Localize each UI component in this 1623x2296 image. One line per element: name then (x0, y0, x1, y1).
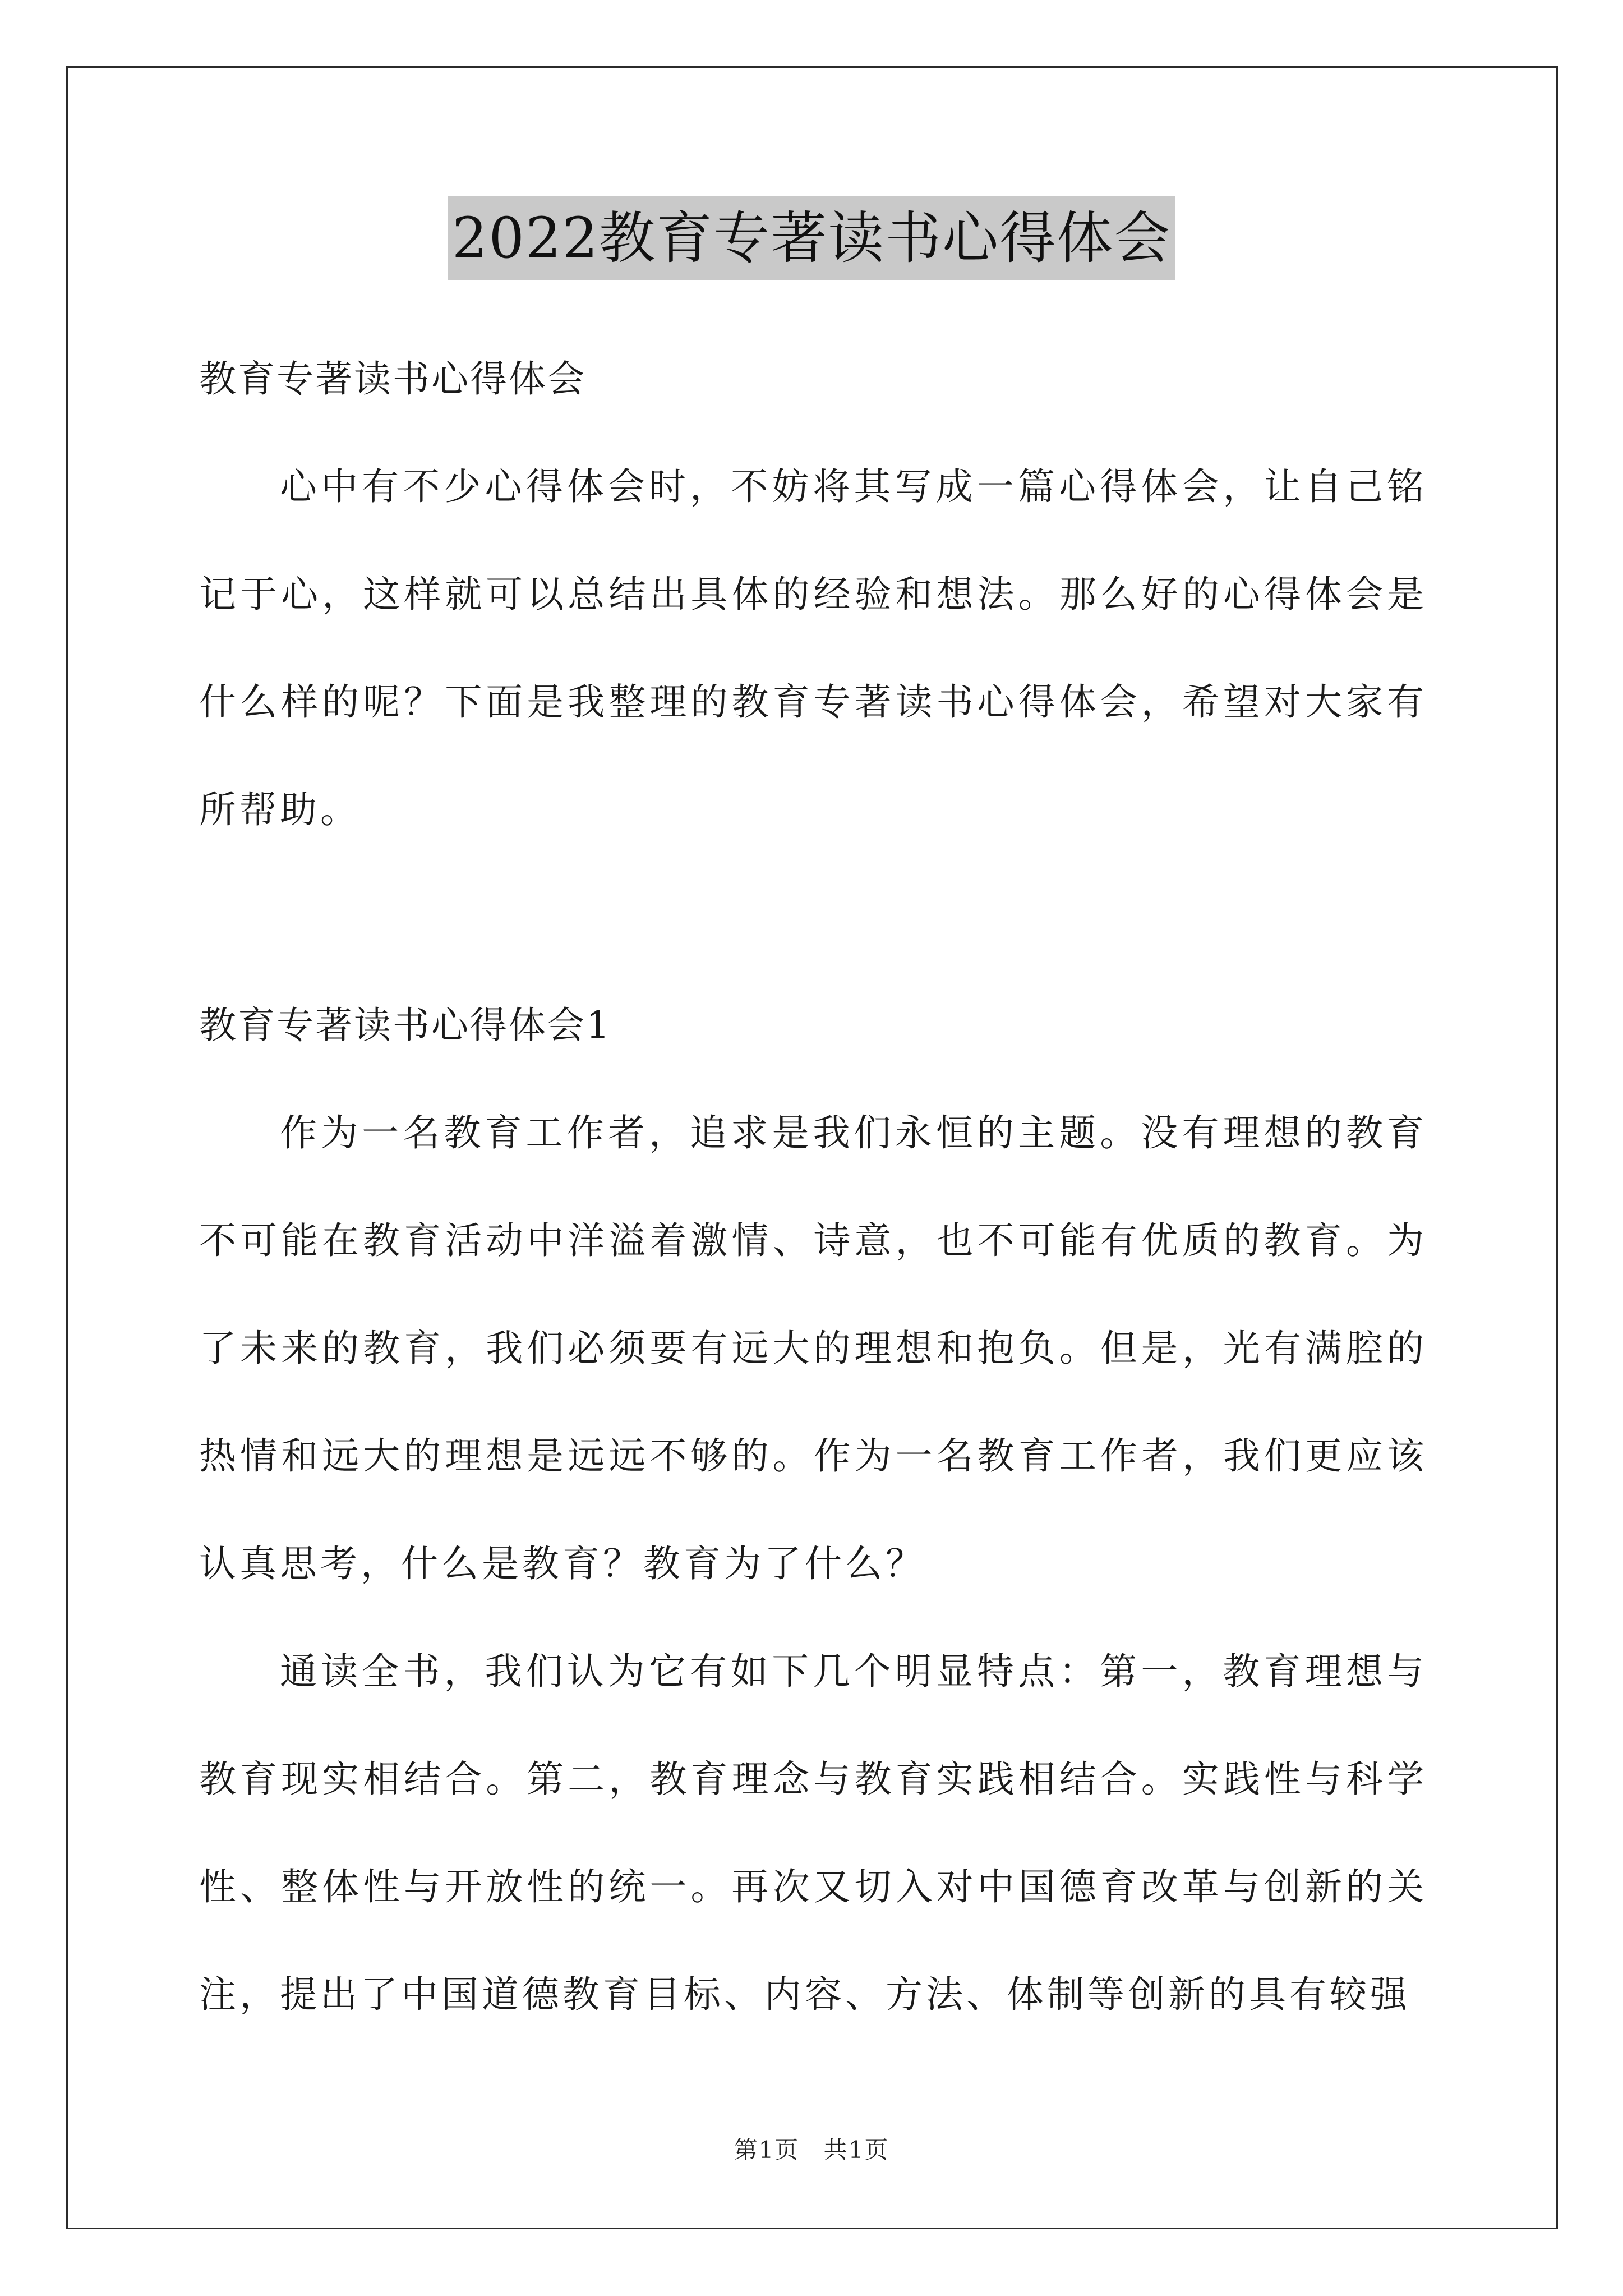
section1-paragraph-1: 作为一名教育工作者，追求是我们永恒的主题。没有理想的教育不可能在教育活动中洋溢着激情、诗意，也不可能有优质的教育。为了未来的教育，我们必须要有远大的理想和抱负。但是，光有满腔的热情和远大的理想是远远不够的。作为一名教育工作者，我们更应该认真思考，什么是教育？教育为了什么？ (199, 1111, 1427, 1585)
page-number-current: 第1页 (734, 2136, 800, 2164)
title-container (0, 196, 1623, 280)
document-body (199, 325, 1427, 2049)
document-title: 2022教育专著读书心得体会 (448, 196, 1176, 280)
intro-paragraph: 心中有不少心得体会时，不妨将其写成一篇心得体会，让自己铭记于心，这样就可以总结出具体的经验和想法。那么好的心得体会是什么样的呢？下面是我整理的教育专著读书心得体会，希望对大家有所帮助。 (199, 465, 1427, 831)
section1-paragraph-2: 通读全书，我们认为它有如下几个明显特点：第一，教育理想与教育现实相结合。第二，教育理念与教育实践相结合。实践性与科学性、整体性与开放性的统一。再次又切入对中国德育改革与创新的关注，提出了中国道德教育目标、内容、方法、体制等创新的具有较强 (199, 1650, 1427, 2016)
page-footer (0, 2132, 1623, 2165)
document-subtitle: 教育专著读书心得体会 (199, 357, 586, 401)
paragraph-spacer (199, 864, 1427, 972)
page-number-total: 共1页 (823, 2136, 889, 2164)
section-heading-1: 教育专著读书心得体会1 (199, 1004, 611, 1047)
